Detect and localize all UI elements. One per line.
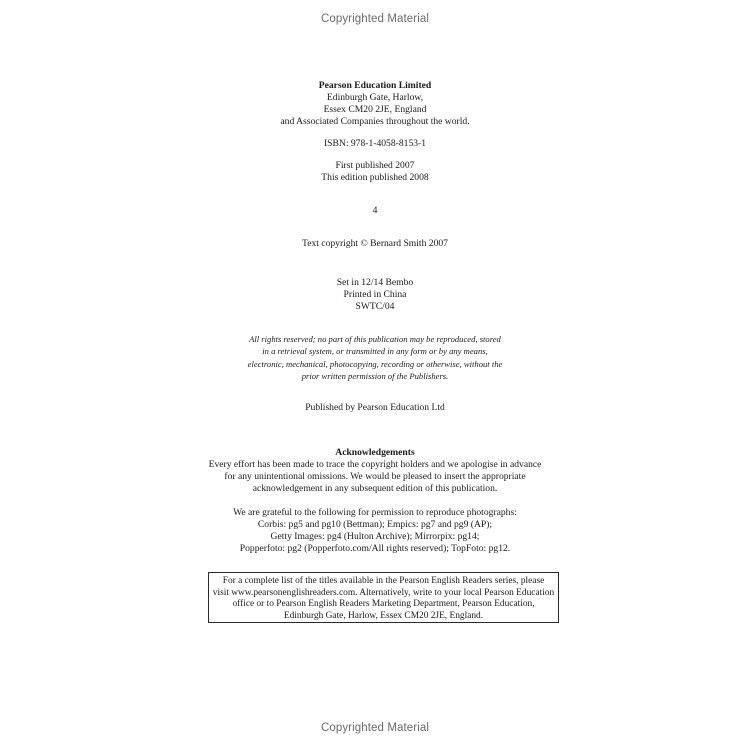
series-info-line: office or to Pearson English Readers Marketing Department, Pearson Education, [232,599,535,610]
isbn: ISBN: 978-1-4058-8153-1 [323,138,427,149]
series-info-line: Edinburgh Gate, Harlow, Essex CM20 2JE, England. [283,610,484,621]
edition-line: First published 2007 [335,160,415,171]
series-info-line: For a complete list of the titles available in the Pearson English Readers series, please [222,576,545,586]
rights-line: All rights reserved; no part of this publication may be reproduced, stored [249,334,501,344]
photo-credits-line: Corbis: pg5 and pg10 (Bettman); Empics: pg7 and pg9 (AP); [257,519,493,530]
acknowledgements-heading: Acknowledgements [335,447,415,458]
edition-line: This edition published 2008 [321,172,429,183]
publisher-address-line: Edinburgh Gate, Harlow, [326,92,424,103]
publisher-name: Pearson Education Limited [318,80,432,91]
published-by: Published by Pearson Education Ltd [305,402,445,413]
text-copyright: Text copyright © Bernard Smith 2007 [302,238,448,249]
photo-credits-block [0,507,750,555]
acknowledgements-line: Every effort has been made to trace the copyright holders and we apologise in advance [208,459,542,470]
edition-block [0,160,750,184]
photo-credits-line: Popperfoto: pg2 (Popperfoto.com/All rights reserved); TopFoto: pg12. [239,543,511,554]
series-info-line: visit www.pearsonenglishreaders.com. Alternatively, write to your local Pearson Education [212,587,555,598]
impression-number: 4 [372,205,378,216]
photo-credits-line: We are grateful to the following for permission to reproduce photographs: [233,507,517,518]
publisher-block [0,80,750,128]
watermark-bottom: Copyrighted Material [320,722,430,734]
acknowledgements-block [0,447,750,495]
watermark-top: Copyrighted Material [320,13,430,25]
rights-line: prior written permission of the Publishers. [301,370,449,381]
rights-line: electronic, mechanical, photocopying, recording or otherwise, without the [247,358,503,369]
acknowledgements-line: acknowledgement in any subsequent edition of this publication. [252,483,498,494]
photo-credits-line: Getty Images: pg4 (Hulton Archive); Mirrorpix: pg14; [270,531,480,542]
production-line: Set in 12/14 Bembo [336,277,414,288]
rights-line: in a retrieval system, or transmitted in any form or by any means, [262,346,488,357]
rights-notice [0,333,750,382]
production-line: SWTC/04 [355,301,395,312]
series-info-box [208,572,559,623]
acknowledgements-line: for any unintentional omissions. We would be pleased to insert the appropriate [224,471,526,482]
production-line: Printed in China [343,289,407,300]
publisher-address-line: and Associated Companies throughout the world. [280,116,470,127]
publisher-address-line: Essex CM20 2JE, England [323,104,427,115]
production-block [0,277,750,313]
